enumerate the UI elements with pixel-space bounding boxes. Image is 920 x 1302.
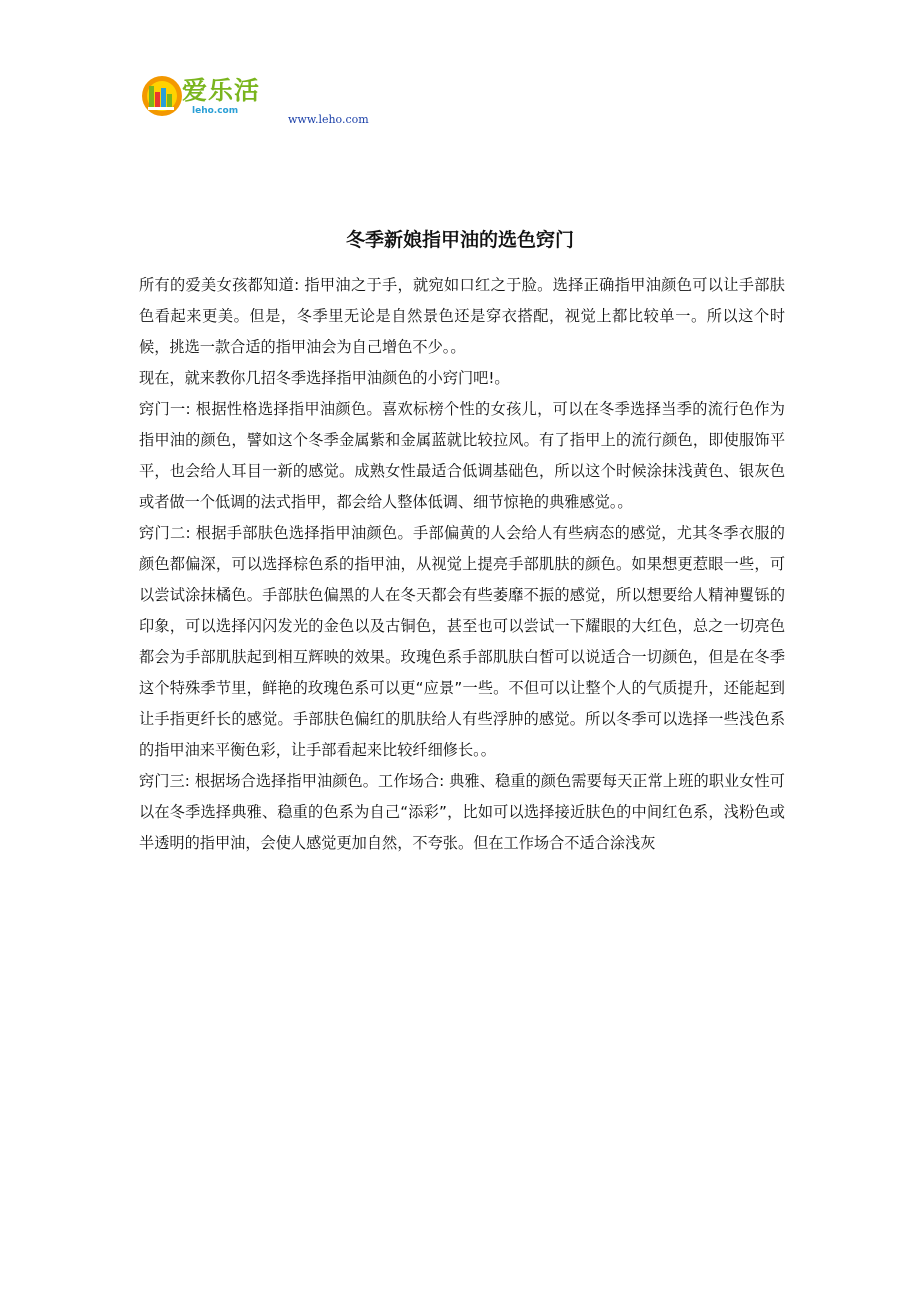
article-body xyxy=(139,270,785,859)
site-logo[interactable] xyxy=(140,72,290,124)
article-title: 冬季新娘指甲油的选色窍门 xyxy=(345,228,574,251)
site-url-link[interactable]: www.leho.com xyxy=(288,113,369,126)
paragraph-tip-two: 窍门二: 根据手部肤色选择指甲油颜色。手部偏黄的人会给人有些病态的感觉，尤其冬季衣服的颜色都偏深，可以选择棕色系的指甲油，从视觉上提亮手部肌肤的颜色。如果想更惹眼一些，可以尝试涂抹橘色。手部肤色偏黑的人在冬天都会有些萎靡不振的感觉，所以想要给人精神矍铄的印象，可以选择闪闪发光的金色以及古铜色，甚至也可以尝试一下耀眼的大红色，总之一切亮色都会为手部肌肤起到相互辉映的效果。玫瑰色系手部肌肤白皙可以说适合一切颜色，但是在冬季这个特殊季节里，鲜艳的玫瑰色系可以更“应景”一些。不但可以让整个人的气质提升，还能起到让手指更纤长的感觉。手部肤色偏红的肌肤给人有些浮肿的感觉。所以冬季可以选择一些浅色系的指甲油来平衡色彩，让手部看起来比较纤细修长。。 xyxy=(139,524,785,759)
paragraph-tip-three: 窍门三: 根据场合选择指甲油颜色。工作场合: 典雅、稳重的颜色需要每天正常上班的职业女性可以在冬季选择典雅、稳重的色系为自己“添彩”，比如可以选择接近肤色的中间红色系，浅粉色或半透明的指甲油，会使人感觉更加自然，不夸张。但在工作场合不适合涂浅灰 xyxy=(139,772,785,852)
leho-logo-icon xyxy=(140,74,184,118)
paragraph-lead: 现在，就来教你几招冬季选择指甲油颜色的小窍门吧!。 xyxy=(139,369,510,387)
paragraph-intro: 所有的爱美女孩都知道: 指甲油之于手，就宛如口红之于脸。选择正确指甲油颜色可以让手部肤色看起来更美。但是，冬季里无论是自然景色还是穿衣搭配，视觉上都比较单一。所以这个时候，挑选一款合适的指甲油会为自己增色不少。。 xyxy=(139,276,785,356)
logo-domain: leho.com xyxy=(192,106,239,116)
logo-name: 爱乐活 xyxy=(182,76,261,105)
paragraph-tip-one: 窍门一: 根据性格选择指甲油颜色。喜欢标榜个性的女孩儿，可以在冬季选择当季的流行色作为指甲油的颜色，譬如这个冬季金属紫和金属蓝就比较拉风。有了指甲上的流行颜色，即使服饰平平，也会给人耳目一新的感觉。成熟女性最适合低调基础色，所以这个时候涂抹浅黄色、银灰色或者做一个低调的法式指甲，都会给人整体低调、细节惊艳的典雅感觉。。 xyxy=(139,400,785,511)
